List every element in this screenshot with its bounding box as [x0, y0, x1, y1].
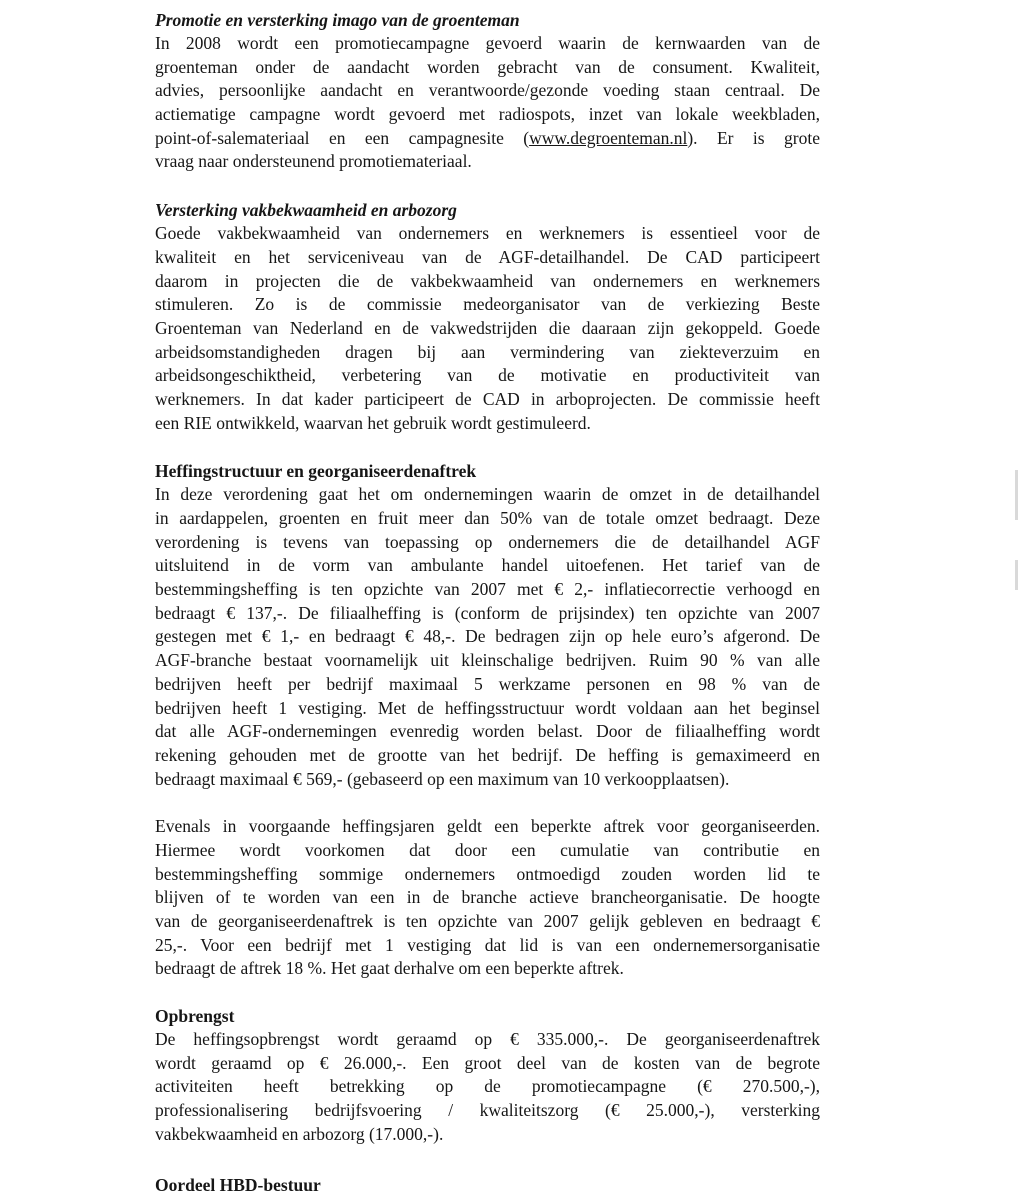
text-line: In deze verordening gaat het om ondernemingen waarin de omzet in de detailhandel [155, 484, 820, 505]
text-line: bedraagt € 137,-. De filiaalheffing is (conform de prijsindex) ten opzichte van 2007 [155, 602, 820, 623]
text-line: dat alle AGF-ondernemingen evenredig worden belast. Door de filiaalheffing wordt [155, 721, 820, 742]
text-line: arbeidsomstandigheden dragen bij aan vermindering van ziekteverzuim en [155, 341, 820, 362]
text-line: rekening gehouden met de grootte van het bedrijf. De heffing is gemaximeerd en [155, 744, 820, 765]
section-heading: Heffingstructuur en georganiseerdenaftrek [155, 461, 477, 482]
section-heading: Opbrengst [155, 1006, 235, 1027]
text-line: gestegen met € 1,- en bedraagt € 48,-. De bedragen zijn op hele euro’s afgerond. De [155, 626, 820, 647]
text-line: bedraagt de aftrek 18 %. Het gaat derhalve om een beperkte aftrek. [155, 958, 624, 979]
text-line: bestemmingsheffing sommige ondernemers ontmoedigd zouden worden lid te [155, 863, 820, 884]
section-vakbekwaamheid [155, 198, 820, 435]
text-line: van de georganiseerdenaftrek is ten opzichte van 2007 gelijk gebleven en bedraagt € [155, 911, 820, 931]
paragraph-gap [155, 1147, 820, 1173]
campaign-site-link[interactable]: www.degroenteman.nl [529, 127, 688, 148]
text-line: uitsluitend in de vorm van ambulante handel uitoefenen. Het tarief van de [155, 555, 820, 576]
text-line: AGF-branche bestaat voornamelijk uit kleinschalige bedrijven. Ruim 90 % van alle [155, 650, 820, 671]
text-line: activiteiten heeft betrekking op de promotiecampagne (€ 270.500,-), [155, 1076, 820, 1097]
scan-margin-mark [1015, 560, 1018, 590]
section-body [155, 222, 820, 435]
paragraph-gap [155, 791, 820, 815]
paragraph-gap [155, 435, 820, 459]
text-line: wordt geraamd op € 26.000,-. Een groot deel van de kosten van de begrote [155, 1052, 820, 1073]
section-heading: Oordeel HBD-bestuur [155, 1174, 321, 1195]
text-line: kwaliteit en het serviceniveau van de AGF-detailhandel. De CAD participeert [155, 246, 820, 267]
text-line: actiematige campagne wordt gevoerd met radiospots, inzet van lokale weekbladen, [155, 104, 820, 125]
text-line: De heffingsopbrengst wordt geraamd op € 335.000,-. De georganiseerdenaftrek [155, 1029, 820, 1050]
section-promotie [155, 8, 820, 174]
section-body [155, 32, 820, 174]
text-line: daarom in projecten die de vakbekwaamheid van ondernemers en werknemers [155, 270, 820, 291]
text-line: Goede vakbekwaamheid van ondernemers en werknemers is essentieel voor de [155, 223, 820, 244]
section-oordeel [155, 1173, 820, 1197]
scan-margin-mark [1015, 470, 1018, 520]
text-line: professionalisering bedrijfsvoering / kwaliteitszorg (€ 25.000,-), versterking [155, 1100, 820, 1121]
text-line: werknemers. In dat kader participeert de CAD in arboprojecten. De commissie heeft [155, 388, 820, 409]
text-fragment: point-of-salemateriaal en een campagnesite ( [155, 127, 530, 148]
text-line: 25,-. Voor een bedrijf met 1 vestiging dat lid is van een ondernemersorganisatie [155, 934, 820, 955]
text-fragment: ). Er is grote [687, 127, 820, 148]
text-line-with-link [155, 127, 820, 151]
section-heading: Promotie en versterking imago van de groenteman [155, 10, 520, 30]
text-line: In 2008 wordt een promotiecampagne gevoerd waarin de kernwaarden van de [155, 33, 820, 53]
text-line: een RIE ontwikkeld, waarvan het gebruik wordt gestimuleerd. [155, 412, 591, 433]
section-body [155, 1028, 820, 1146]
text-line: vraag naar ondersteunend promotiemateriaal. [155, 151, 472, 172]
text-line: Groenteman van Nederland en de vakwedstrijden die daaraan zijn gekoppeld. Goede [155, 317, 820, 338]
section-body [155, 483, 820, 791]
text-line: groenteman onder de aandacht worden gebracht van de consument. Kwaliteit, [155, 56, 820, 77]
text-line: Hiermee wordt voorkomen dat door een cumulatie van contributie en [155, 839, 820, 860]
text-line: blijven of te worden van een in de branche actieve brancheorganisatie. De hoogte [155, 887, 820, 908]
section-opbrengst [155, 1004, 820, 1146]
section-body [155, 815, 820, 981]
section-georganiseerdenaftrek [155, 815, 820, 981]
text-line: vakbekwaamheid en arbozorg (17.000,-). [155, 1123, 444, 1144]
section-heading: Versterking vakbekwaamheid en arbozorg [155, 200, 457, 221]
text-line: bestemmingsheffing is ten opzichte van 2007 met € 2,- inflatiecorrectie verhoogd en [155, 579, 820, 600]
text-line: advies, persoonlijke aandacht en verantwoorde/gezonde voeding staan centraal. De [155, 80, 820, 101]
text-line: bedraagt maximaal € 569,- (gebaseerd op een maximum van 10 verkoopplaatsen). [155, 768, 730, 789]
text-line: in aardappelen, groenten en fruit meer dan 50% van de totale omzet bedraagt. Deze [155, 508, 820, 528]
text-line: bedrijven heeft per bedrijf maximaal 5 werkzame personen en 98 % van de [155, 673, 820, 694]
text-line: Evenals in voorgaande heffingsjaren geldt een beperkte aftrek voor georganiseerden. [155, 816, 820, 837]
text-line: bedrijven heeft 1 vestiging. Met de heffingsstructuur wordt voldaan aan het beginsel [155, 697, 820, 718]
document-page [155, 8, 820, 1197]
text-line: stimuleren. Zo is de commissie medeorganisator van de verkiezing Beste [155, 294, 820, 315]
paragraph-gap [155, 981, 820, 1004]
text-line: verordening is tevens van toepassing op ondernemers die de detailhandel AGF [155, 531, 820, 552]
text-line: arbeidsongeschiktheid, verbetering van de motivatie en productiviteit van [155, 365, 820, 386]
section-heffingstructuur [155, 459, 820, 791]
paragraph-gap [155, 174, 820, 198]
